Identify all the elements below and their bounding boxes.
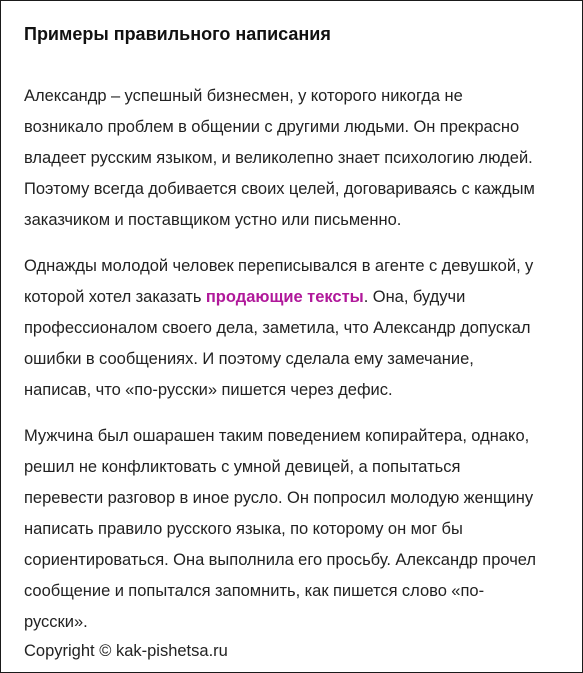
- paragraph-line: заказчиком и поставщиком устно или письменно.: [24, 211, 402, 229]
- paragraph-line: Александр – успешный бизнесмен, у которого никогда не: [24, 87, 463, 105]
- paragraph-line-with-link: [24, 282, 570, 313]
- paragraph-3: [24, 421, 570, 638]
- paragraph-line: профессионалом своего дела, заметила, что Александр допускал: [24, 319, 531, 337]
- paragraph-line: сообщение и попытался запомнить, как пишется слово «по-: [24, 582, 485, 600]
- article-body: [24, 81, 570, 653]
- paragraph-line: сориентироваться. Она выполнила его просьбу. Александр прочел: [24, 551, 537, 569]
- paragraph-line: русски».: [24, 613, 88, 631]
- copyright-notice: Copyright © kak-pishetsa.ru: [24, 642, 228, 660]
- paragraph-1: [24, 81, 570, 236]
- selling-texts-link[interactable]: продающие тексты: [205, 288, 364, 306]
- paragraph-line: Поэтому всегда добивается своих целей, договариваясь с каждым: [24, 180, 535, 198]
- paragraph-line: написав, что «по-русски» пишется через дефис.: [24, 381, 393, 399]
- text-before-link: которой хотел заказать: [24, 288, 206, 306]
- paragraph-line: возникало проблем в общении с другими людьми. Он прекрасно: [24, 118, 520, 136]
- paragraph-line: владеет русским языком, и великолепно знает психологию людей.: [24, 149, 533, 167]
- article-title: Примеры правильного написания: [24, 24, 331, 44]
- paragraph-line: Однажды молодой человек переписывался в агенте с девушкой, у: [24, 257, 534, 275]
- paragraph-line: ошибки в сообщениях. И поэтому сделала ему замечание,: [24, 350, 474, 368]
- paragraph-2: [24, 251, 570, 406]
- paragraph-line: перевести разговор в иное русло. Он попросил молодую женщину: [24, 489, 534, 507]
- paragraph-line: Мужчина был ошарашен таким поведением копирайтера, однако,: [24, 427, 530, 445]
- paragraph-line: решил не конфликтовать с умной девицей, а попытаться: [24, 458, 461, 476]
- text-after-link: . Она, будучи: [363, 288, 466, 306]
- paragraph-line: написать правило русского языка, по которому он мог бы: [24, 520, 463, 538]
